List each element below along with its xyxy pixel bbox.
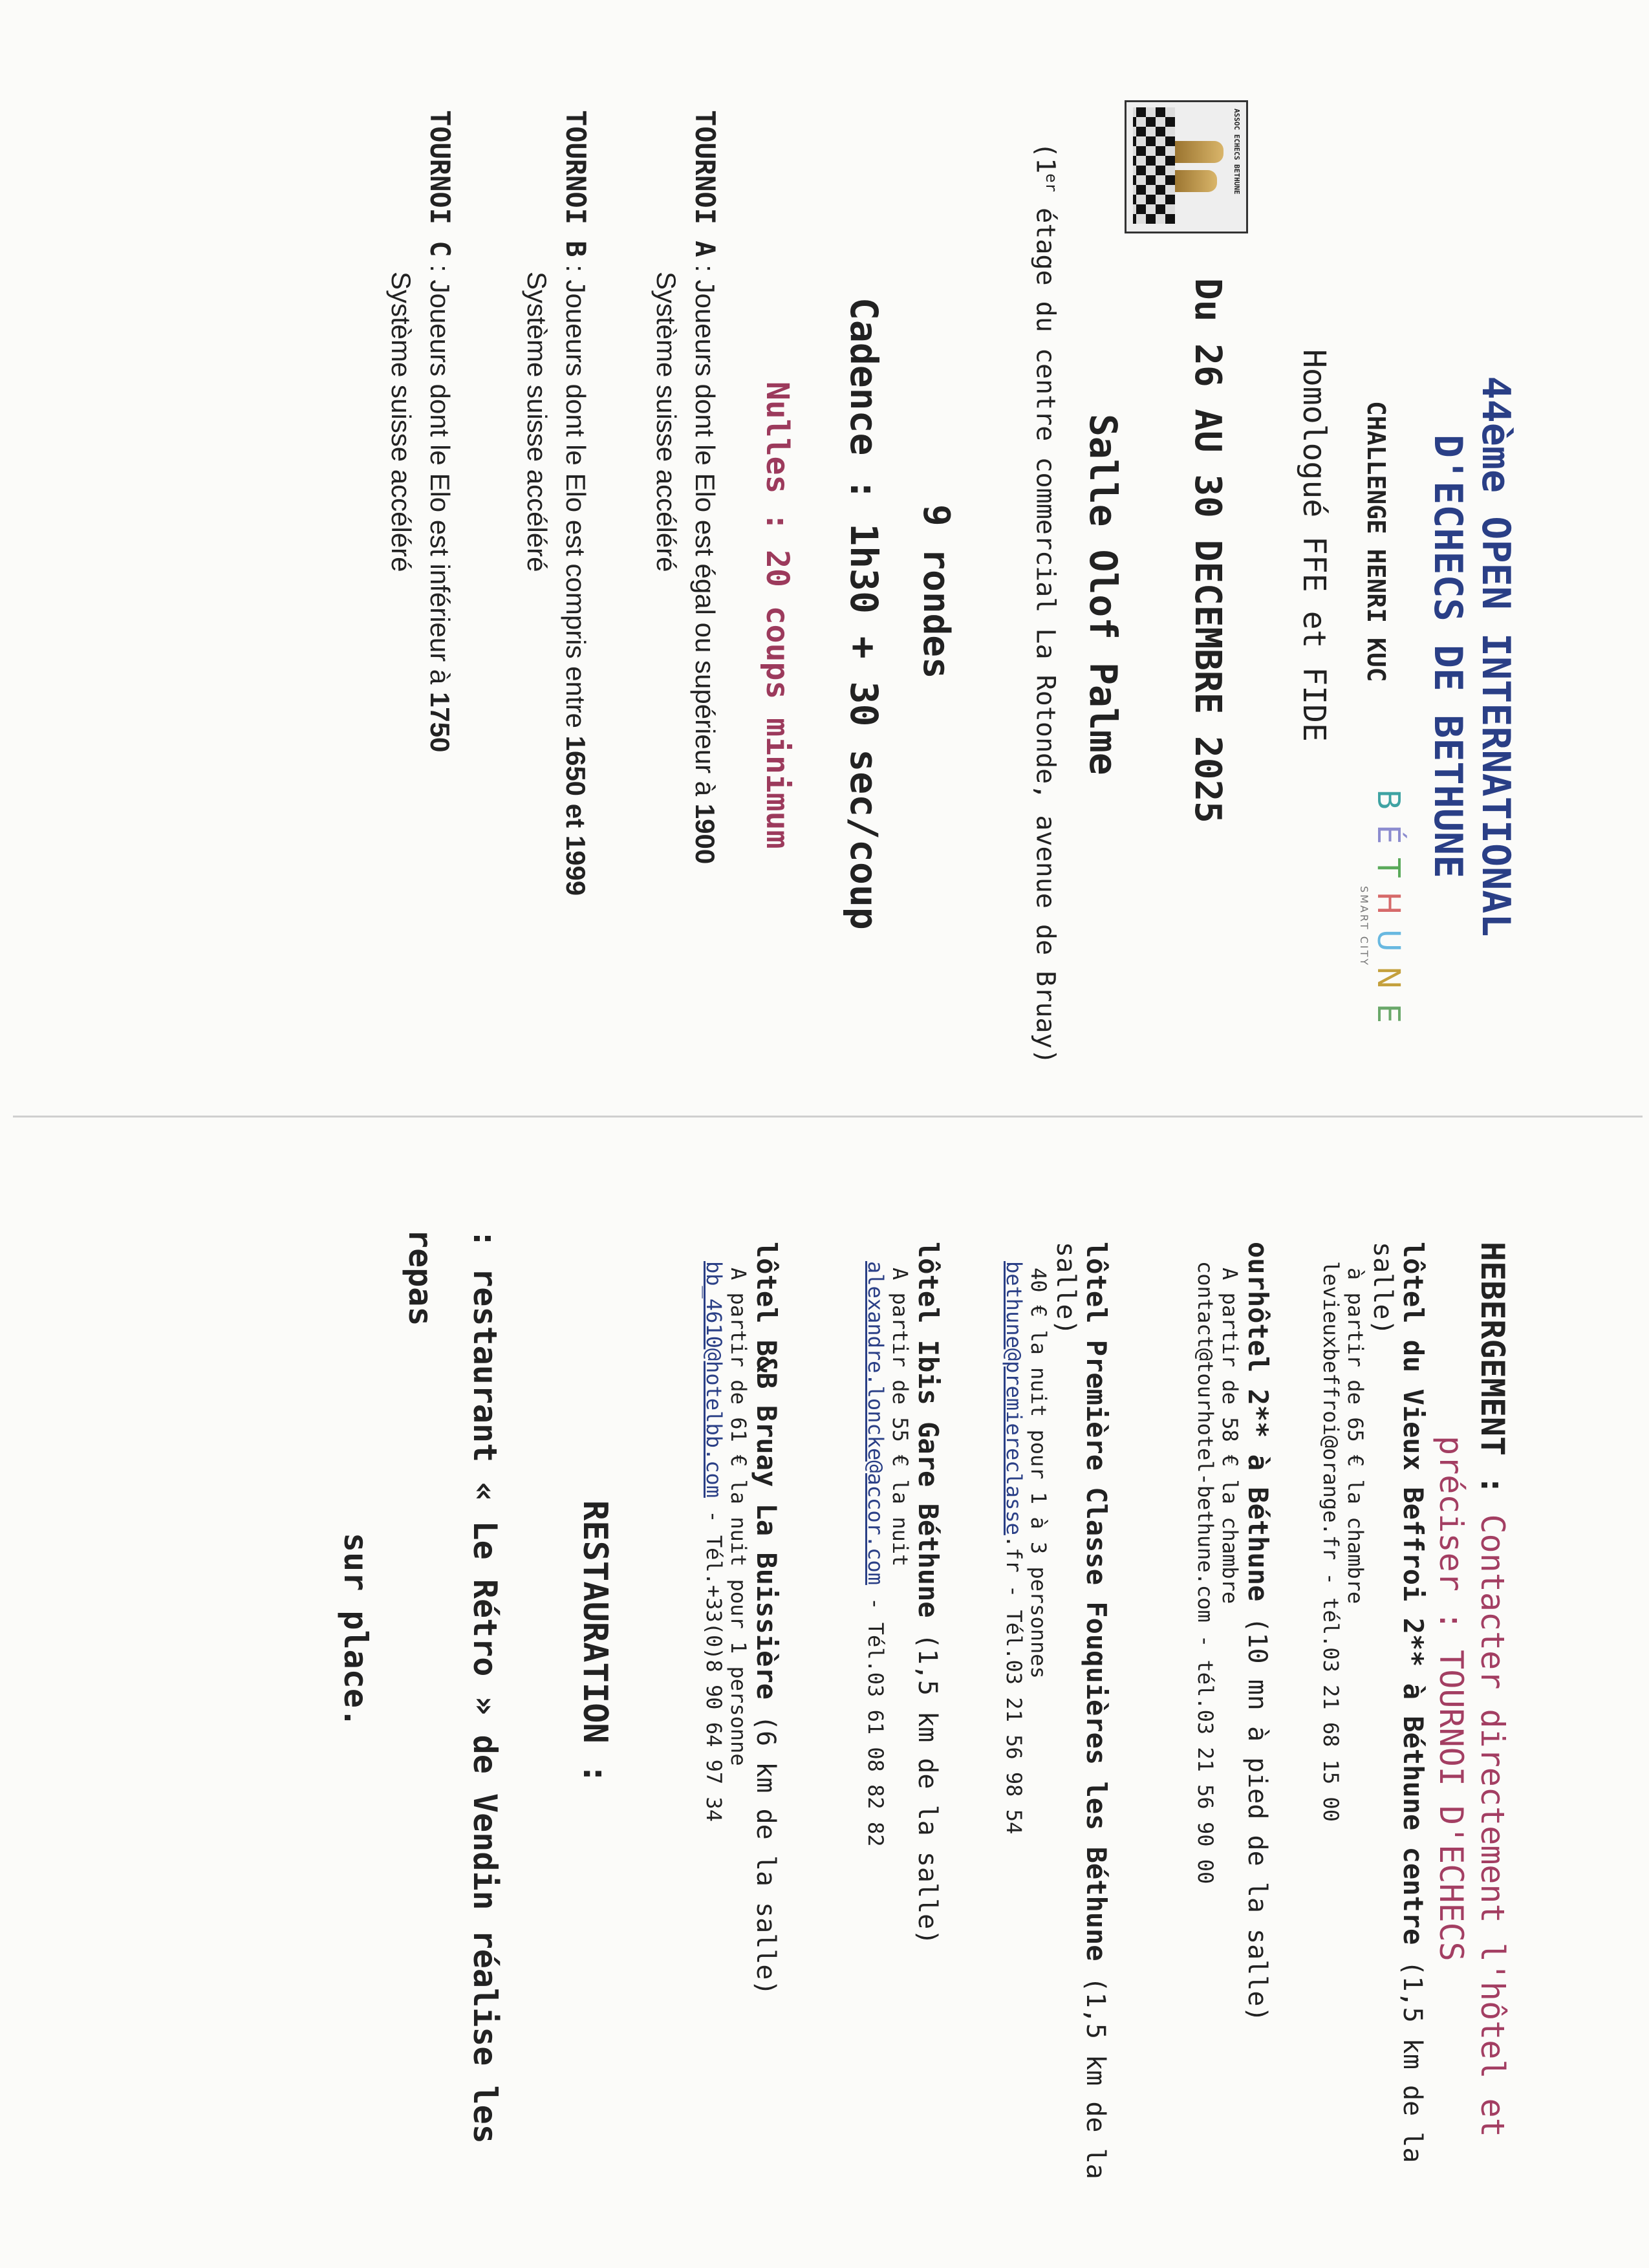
restaurant-line-1: : restaurant « Le Rétro » de Vendin réalise les repas [402, 1229, 504, 2144]
title-line-1: 44ème OPEN INTERNATIONAL [1473, 376, 1518, 937]
hotel-email-link[interactable]: alexandre.loncke@accor.com [863, 1261, 888, 1585]
hotel-email-link[interactable]: bb_4610@hotelbb.com [702, 1261, 726, 1498]
tournament-system: Système suisse accéléré [651, 272, 682, 572]
hotel-name: ourhôtel 2** à Béthune [1242, 1242, 1274, 1602]
city-logo-letter: U [1370, 929, 1406, 966]
club-logo [1125, 100, 1248, 233]
club-logo-text: ASSOC ECHECS BETHUNE [1233, 109, 1241, 195]
hotel-name: lôtel B&B Bruay La Buissière [751, 1242, 782, 1700]
tournament-name: TOURNOI B [560, 110, 592, 257]
restaurant-heading: RESTAURATION : [576, 1500, 614, 1784]
hotel-distance: (1,5 km de la salle) [1051, 1242, 1110, 2179]
city-logo-tagline: SMART CITY [1358, 886, 1370, 967]
draw-rule: Nulles : 20 coups minimum [759, 382, 795, 849]
hotel-vieux-beffroi [1319, 1242, 1429, 2251]
city-logo-letter: E [1370, 1003, 1406, 1038]
title-line-2: D'ECHECS DE BETHUNE [1425, 434, 1471, 879]
tournament-desc: : Joueurs dont le Elo est compris entre [561, 257, 591, 736]
accommodation-panel [39, 1203, 1539, 2251]
venue-address-rest: étage du centre commercial La Rotonde, avenue de Bruay) [1030, 192, 1061, 1064]
hotel-premiere-classe [1002, 1242, 1112, 2251]
venue-address [1031, 142, 1061, 1064]
tournament-desc: : Joueurs dont le Elo est inférieur à [425, 257, 455, 692]
bethune-city-logo [1322, 789, 1406, 1061]
tournament-elo: 1650 et 1999 [561, 735, 591, 896]
hotel-name: lôtel du Vieux Beffroi 2** à Béthune centre [1397, 1242, 1429, 1945]
accommodation-note-2: préciser : TOURNOI D'ECHECS [1432, 1436, 1470, 1961]
hotel-distance: (10 mn à pied de la salle) [1242, 1601, 1272, 2022]
tournament-system: Système suisse accéléré [386, 272, 416, 572]
time-control: Cadence : 1h30 + 30 sec/coup [842, 297, 886, 930]
tournament-name: TOURNOI A [689, 110, 721, 257]
homologation: Homologué FFE et FIDE [1296, 349, 1332, 742]
hotel-ibis [863, 1242, 944, 2251]
city-logo-letter: H [1370, 891, 1406, 929]
venue-address-sup: er [1042, 173, 1061, 193]
hotel-contact [863, 1242, 888, 2251]
restaurant-line-2: sur place. [337, 1533, 374, 1728]
tournament-a [647, 110, 724, 864]
rounds: 9 rondes [915, 504, 957, 679]
tournament-system: Système suisse accéléré [522, 272, 552, 572]
city-logo-letter: N [1370, 966, 1406, 1004]
accommodation-heading [1430, 1242, 1513, 2212]
hotel-price: A partir de 58 € la chambre [1218, 1268, 1242, 1604]
venue-name: Salle Olof Palme [1081, 414, 1125, 775]
hotel-name: lôtel Première Classe Fouquières les Béthune [1081, 1242, 1112, 1961]
hotel-contact-text: levieuxbeffroi@orange.fr - tél.03 21 68 15 00 [1319, 1261, 1343, 1822]
hotel-contact-text: contact@tourhotel-bethune.com - tél.03 21 56 90 00 [1193, 1261, 1218, 1885]
tournament-desc: : Joueurs dont le Elo est égal ou supérieur à [690, 257, 720, 804]
hotel-price: à partir de 65 € la chambre [1343, 1268, 1368, 1604]
hotel-price: A partir de 55 € la nuit [888, 1268, 912, 1567]
hotel-tourhotel [1193, 1242, 1274, 2251]
venue-address-prefix: (1 [1030, 142, 1061, 174]
hotel-contact-text: - Tél.03 61 08 82 82 [863, 1584, 888, 1847]
hotel-price: A partir de 61 € la nuit pour 1 personne [726, 1268, 751, 1766]
restaurant-info [323, 1229, 517, 2225]
tournament-c [382, 110, 459, 752]
accommodation-title: HEBERGEMENT : [1474, 1242, 1511, 1495]
hotel-contact-text: .fr - Tél.03 21 56 98 54 [1002, 1535, 1026, 1835]
hotel-distance: (6 km de la salle) [751, 1700, 781, 1996]
hotel-contact [1193, 1242, 1218, 2251]
chessboard-icon [1133, 107, 1175, 224]
city-logo-letters [1370, 789, 1406, 1061]
city-logo-letter: B [1370, 789, 1406, 825]
city-logo-letter: É [1370, 824, 1406, 859]
fold-line [13, 1116, 1643, 1118]
hotel-contact [1319, 1242, 1343, 2251]
hotel-contact-text: - Tél.+33(0)8 90 64 97 34 [702, 1498, 726, 1822]
tournament-name: TOURNOI C [424, 110, 456, 257]
tournament-elo: 1900 [690, 803, 720, 865]
hotel-name: lôtel Ibis Gare Béthune [912, 1242, 944, 1618]
hotel-bb-bruay [702, 1242, 782, 2251]
tournament-panel [52, 39, 1539, 1074]
hotel-email-link[interactable]: bethune@premiereclasse [1002, 1261, 1026, 1535]
page-title [1424, 252, 1520, 1061]
hotel-distance: (1,5 km de la salle) [1368, 1242, 1427, 2163]
hotel-distance: (1,5 km de la salle) [912, 1617, 942, 1945]
hotel-contact [1002, 1242, 1026, 2251]
hotel-contact [702, 1242, 726, 2251]
event-dates: Du 26 AU 30 DECEMBRE 2025 [1187, 278, 1229, 823]
hotel-price: 40 € la nuit pour 1 à 3 personnes [1026, 1268, 1051, 1679]
accommodation-note-1: Contacter directement l'hôtel et [1474, 1495, 1511, 2137]
city-logo-letter: T [1370, 858, 1406, 892]
challenge-name: CHALLENGE HENRI KUC [1362, 401, 1390, 682]
tournament-elo: 1750 [425, 691, 455, 753]
tournament-b [517, 110, 595, 896]
